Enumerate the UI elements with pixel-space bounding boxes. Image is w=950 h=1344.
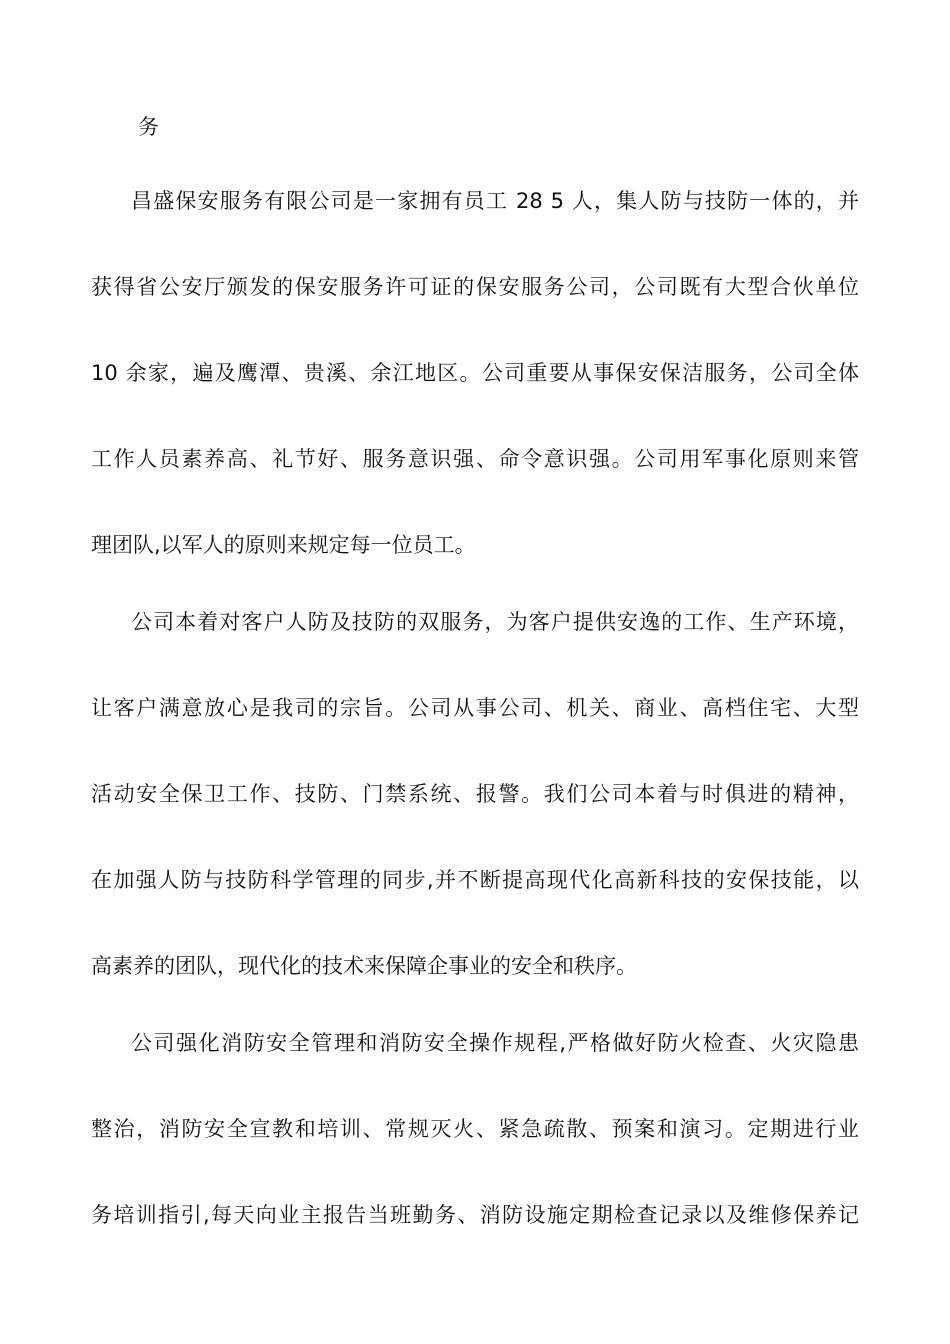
section-heading-fragment: 务 bbox=[138, 115, 159, 139]
paragraph-1-line-2: 获得省公安厅颁发的保安服务许可证的保安服务公司，公司既有大型合伙单位 bbox=[91, 275, 859, 299]
paragraph-2-line-1: 公司本着对客户人防及技防的双服务，为客户提供安逸的工作、生产环境， bbox=[131, 610, 859, 634]
paragraph-1-line-4: 工作人员素养高、礼节好、服务意识强、命令意识强。公司用军事化原则来管 bbox=[91, 447, 859, 471]
paragraph-2-line-3: 活动安全保卫工作、技防、门禁系统、报警。我们公司本着与时俱进的精神， bbox=[91, 782, 859, 806]
paragraph-2-line-5: 高素养的团队，现代化的技术来保障企事业的安全和秩序。 bbox=[91, 954, 637, 978]
paragraph-3-line-2: 整治，消防安全宣教和培训、常规灭火、紧急疏散、预案和演习。定期进行业 bbox=[91, 1117, 859, 1141]
paragraph-2-line-2: 让客户满意放心是我司的宗旨。公司从事公司、机关、商业、高档住宅、大型 bbox=[91, 696, 859, 720]
paragraph-2-line-4: 在加强人防与技防科学管理的同步,并不断提高现代化高新科技的安保技能，以 bbox=[91, 868, 859, 892]
paragraph-1-line-1: 昌盛保安服务有限公司是一家拥有员工 28 5 人，集人防与技防一体的，并 bbox=[131, 189, 859, 213]
paragraph-1-line-5: 理团队,以军人的原则来规定每一位员工。 bbox=[91, 533, 476, 557]
paragraph-1-line-3: 10 余家，遍及鹰潭、贵溪、余江地区。公司重要从事保安保洁服务，公司全体 bbox=[91, 361, 859, 385]
paragraph-3-line-1: 公司强化消防安全管理和消防安全操作规程,严格做好防火检查、火灾隐患 bbox=[131, 1031, 859, 1055]
paragraph-3-line-3: 务培训指引,每天向业主报告当班勤务、消防设施定期检查记录以及维修保养记 bbox=[91, 1203, 859, 1227]
